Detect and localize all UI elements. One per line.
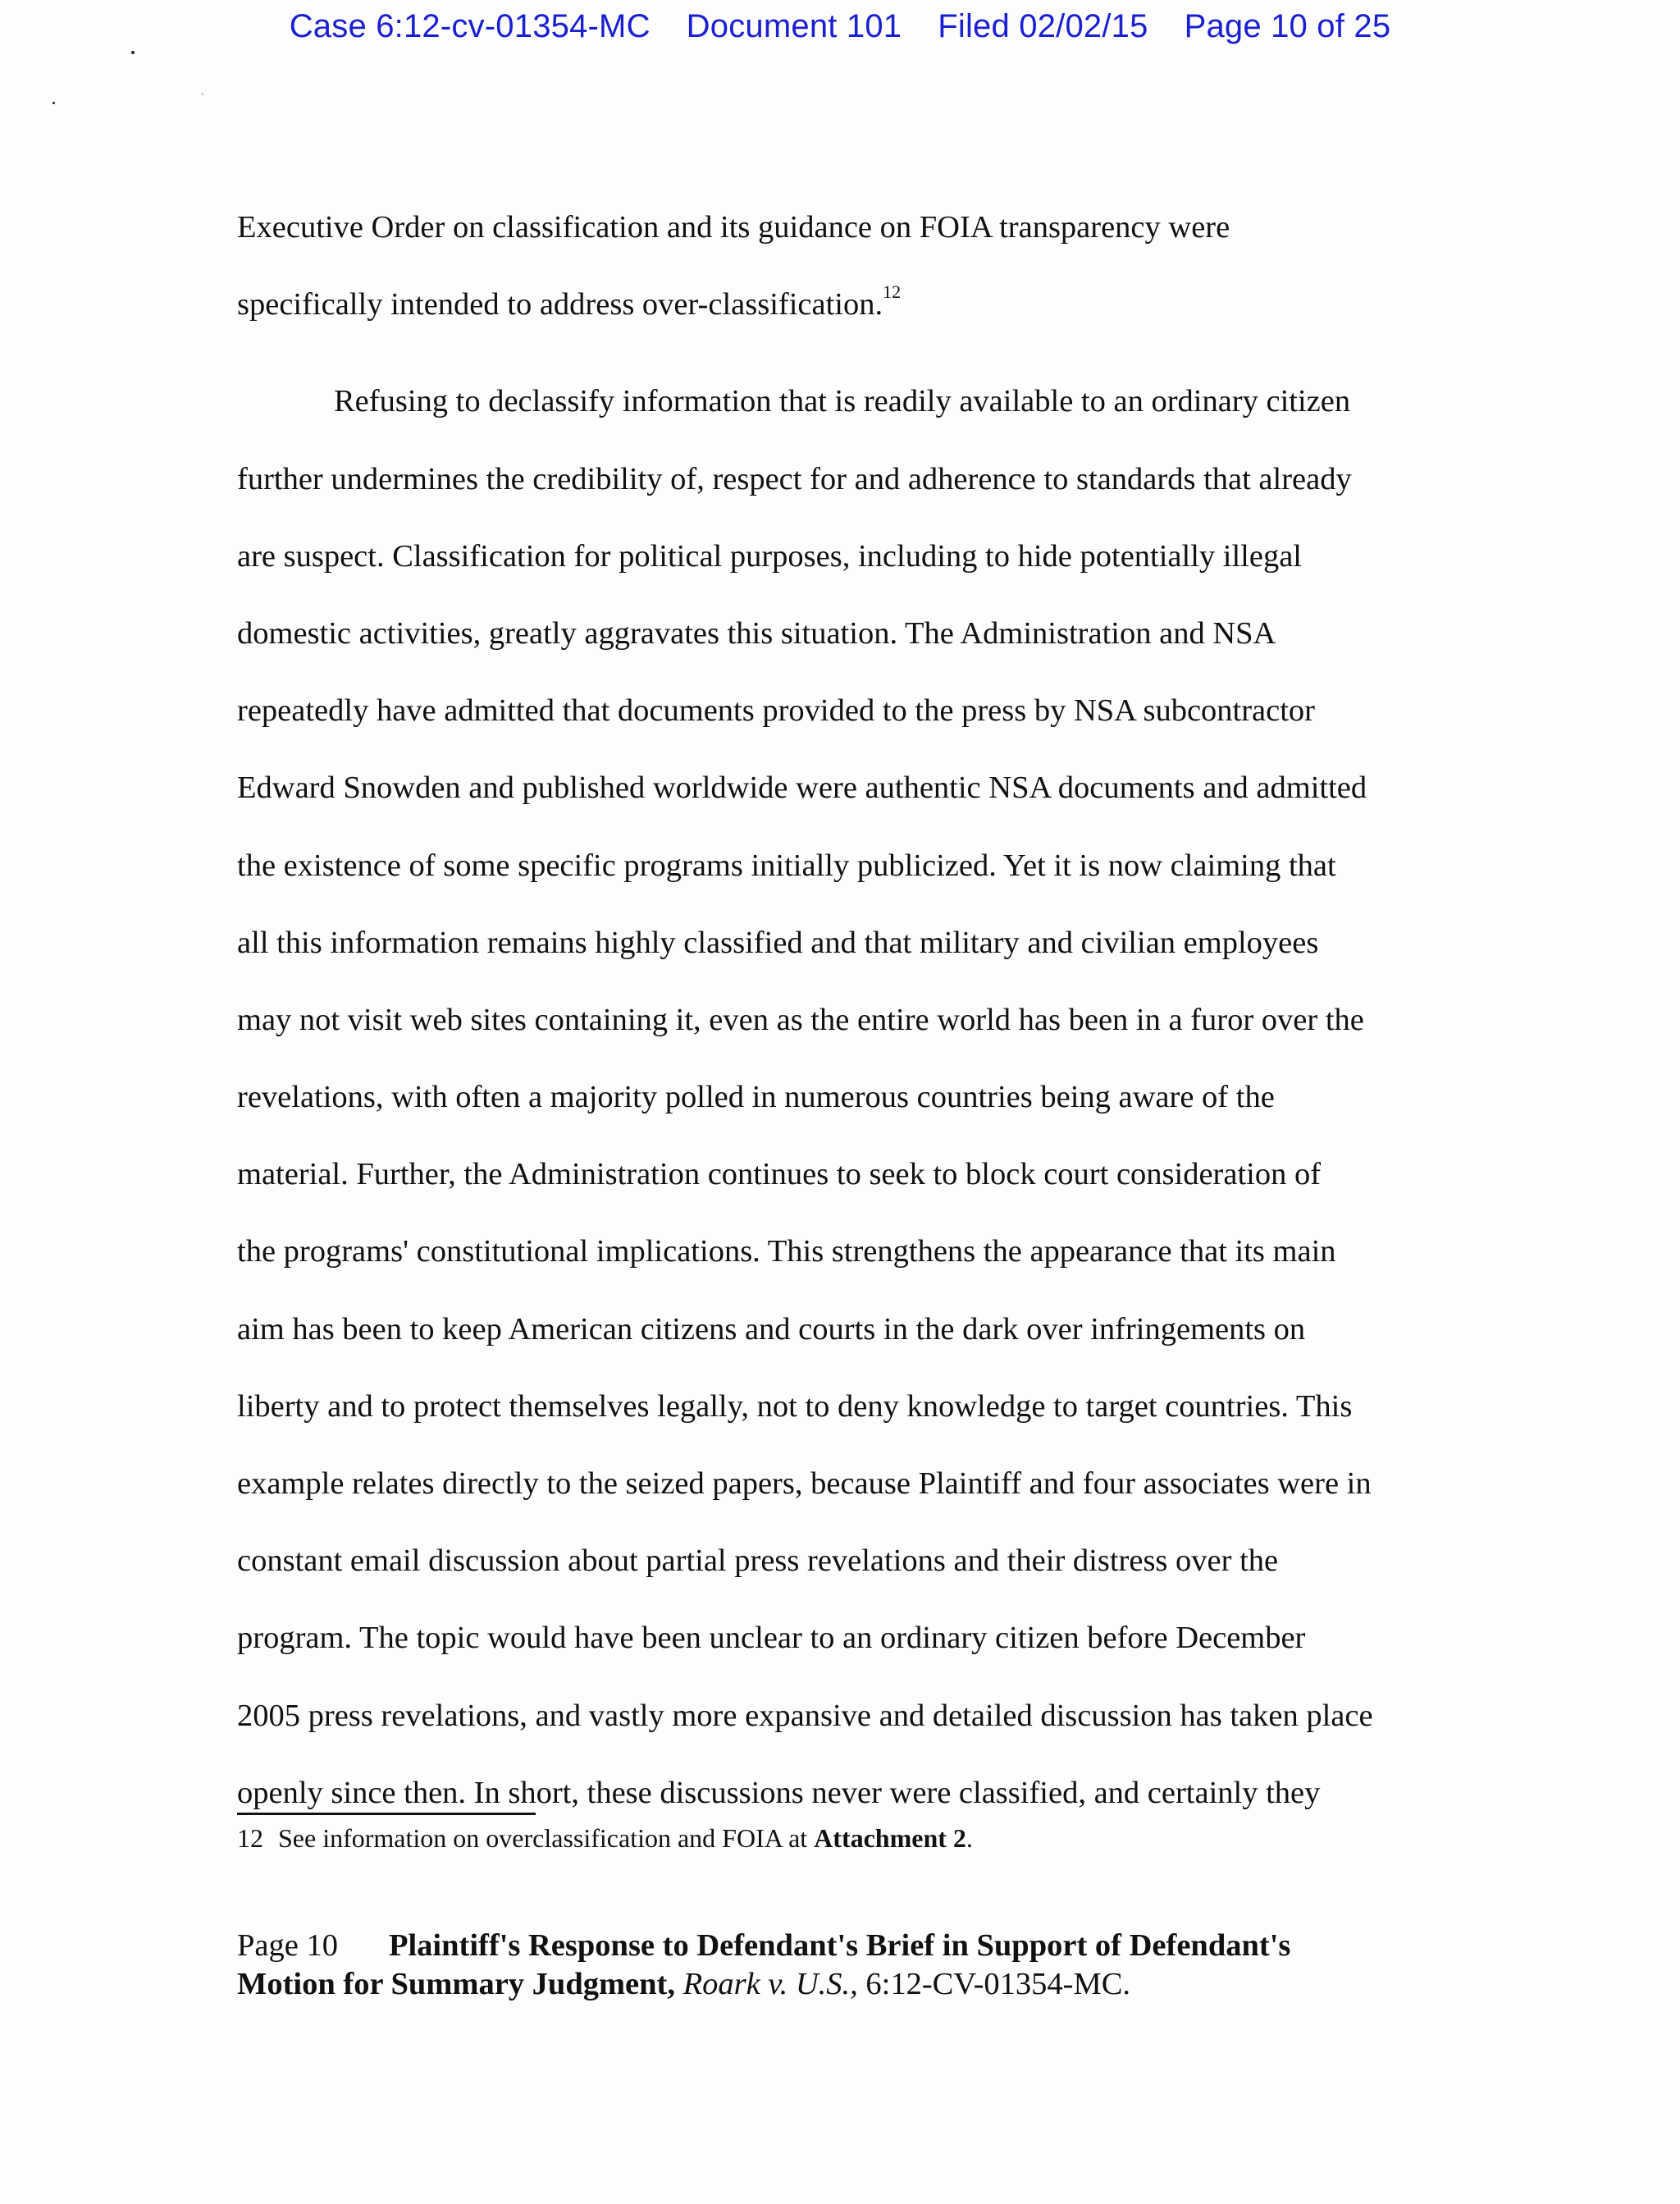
ecf-header: [0, 8, 1680, 45]
text-line: program. The topic would have been unclear to an ordinary citizen before December: [237, 1621, 1306, 1656]
footnote-text: See information on overclassification and FOIA at: [278, 1823, 815, 1853]
footer-title-line-2: Motion for Summary Judgment,: [237, 1967, 675, 2001]
text-line: example relates directly to the seized papers, because Plaintiff and four associates were in: [237, 1466, 1372, 1501]
footer-case-number: 6:12-CV-01354-MC.: [857, 1967, 1131, 2001]
text-line: Edward Snowden and published worldwide were authentic NSA documents and admitted: [237, 770, 1367, 806]
text-line: all this information remains highly classified and that military and civilian employees: [237, 925, 1319, 960]
text-line: aim has been to keep American citizens and courts in the dark over infringements on: [237, 1311, 1306, 1347]
ecf-filed-date: Filed 02/02/15: [938, 8, 1148, 44]
text-line: openly since then. In short, these discussions never were classified, and certainly they: [237, 1775, 1321, 1810]
scan-speck: [202, 94, 203, 95]
footer-case-name: Roark v. U.S.,: [682, 1967, 858, 2001]
text-line: the programs' constitutional implications. This strengthens the appearance that its main: [237, 1234, 1336, 1269]
body-text: [237, 189, 1451, 1831]
text-line: are suspect. Classification for political purposes, including to hide potentially illegal: [237, 538, 1303, 574]
footnote: [237, 1823, 973, 1854]
footer-line-1: [237, 1927, 1290, 1965]
text-line: liberty and to protect themselves legally, not to deny knowledge to target countries. This: [237, 1388, 1353, 1424]
text-line: revelations, with often a majority polled in numerous countries being aware of the: [237, 1080, 1275, 1115]
scan-speck: [52, 102, 55, 104]
ecf-page-count: Page 10 of 25: [1184, 8, 1391, 44]
ecf-case-number: Case 6:12-cv-01354-MC: [289, 8, 651, 44]
text-line: repeatedly have admitted that documents provided to the press by NSA subcontractor: [237, 693, 1316, 729]
footer-title-line-1: Plaintiff's Response to Defendant's Brief in Support of Defendant's: [388, 1928, 1291, 1963]
footer-page-number: Page 10: [237, 1928, 338, 1963]
footnote-separator: [237, 1813, 536, 1815]
text-line: constant email discussion about partial press revelations and their distress over the: [237, 1543, 1279, 1579]
footnote-attachment: Attachment 2: [814, 1823, 966, 1853]
text-line-content: specifically intended to address over-classification.: [237, 287, 883, 322]
footnote-end: .: [966, 1823, 973, 1853]
scan-speck: [131, 51, 135, 54]
ecf-document-number: Document 101: [686, 8, 902, 44]
footnote-reference: 12: [883, 281, 902, 303]
text-line: 2005 press revelations, and vastly more expansive and detailed discussion has taken place: [237, 1698, 1373, 1733]
text-line: Executive Order on classification and its guidance on FOIA transparency were: [237, 210, 1230, 245]
paragraph-gap: [237, 343, 1451, 363]
text-line: [237, 266, 1451, 343]
text-line: may not visit web sites containing it, even as the entire world has been in a furor over the: [237, 1002, 1364, 1037]
text-line: domestic activities, greatly aggravates this situation. The Administration and NSA: [237, 615, 1276, 651]
footer-line-2: [237, 1965, 1290, 2004]
page-footer: [237, 1927, 1290, 2004]
text-line: material. Further, the Administration continues to seek to block court consideration of: [237, 1157, 1322, 1192]
text-line: further undermines the credibility of, respect for and adherence to standards that already: [237, 461, 1352, 496]
text-line: the existence of some specific programs initially publicized. Yet it is now claiming that: [237, 848, 1336, 883]
footnote-number: 12: [237, 1823, 263, 1853]
text-line: Refusing to declassify information that is readily available to an ordinary citizen: [334, 384, 1351, 419]
